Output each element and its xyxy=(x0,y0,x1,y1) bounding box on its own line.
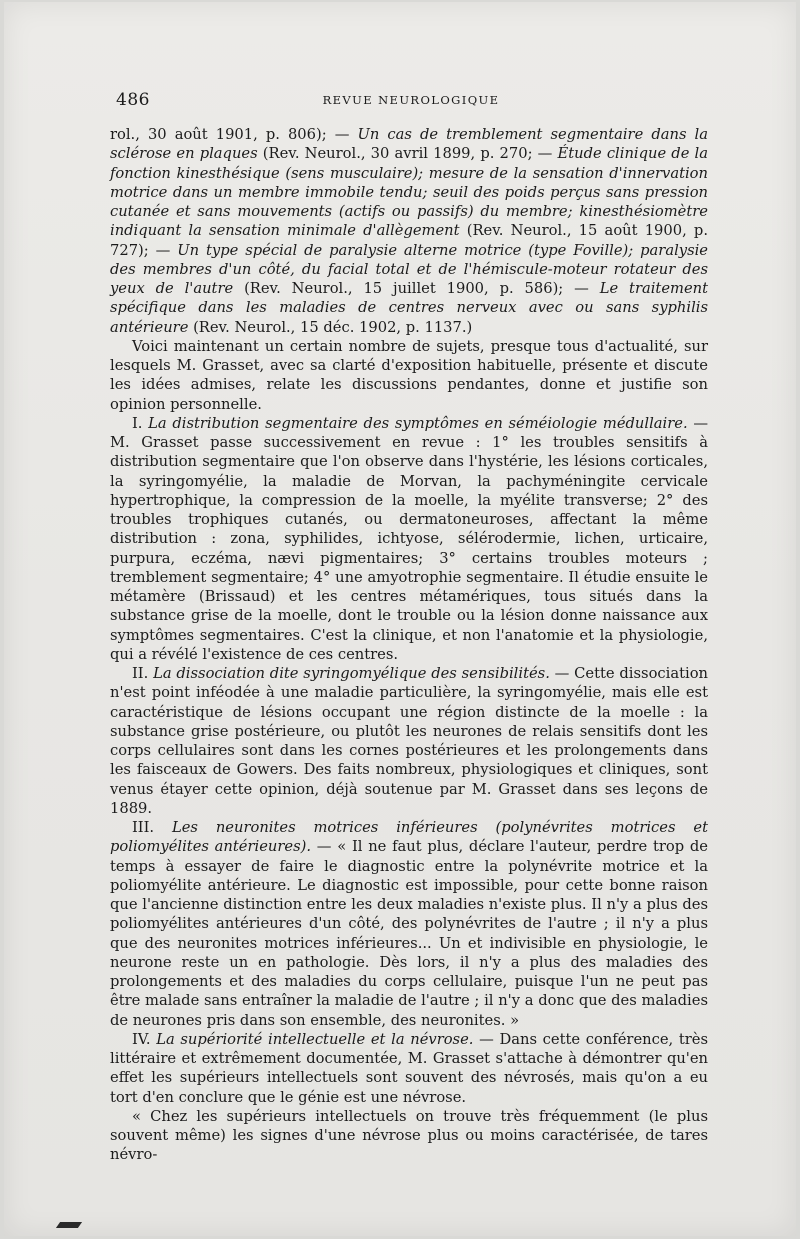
running-title: REVUE NEUROLOGIQUE xyxy=(322,93,500,107)
body-text xyxy=(110,125,708,1165)
section-3-number: III. xyxy=(132,819,172,836)
ref-title-1: Un cas de tremblement segmentaire dans la sclérose en plaques xyxy=(110,126,708,163)
section-2-text: — Cette dissociation n'est point inféodée à une maladie particulière, la syringomyélie, mais elle est caractéristique de lésions occupant une région distincte de la moelle : la substance grise postérieure, ou plutôt les neurones de relais sensitifs dont les corps cellulaires sont dans les cornes postérieures et les prolongements dans les faisceaux de Gowers. Des faits nombreux, physiologiques et cliniques, sont venus étayer cette opinion, déjà soutenue par M. Grasset dans ses leçons de 1889. xyxy=(110,665,708,817)
section-4 xyxy=(110,1030,708,1107)
section-1-heading: La distribution segmentaire des symptômes en séméiologie médullaire. xyxy=(148,414,688,432)
section-1-number: I. xyxy=(132,414,149,432)
section-4-heading: La supériorité intellectuelle et la névrose. xyxy=(156,1030,474,1048)
ref-text-2: (Rev. Neurol., 30 avril 1899, p. 270; — xyxy=(257,145,558,163)
ref-title-4: Le traitement spécifique dans les maladies de centres nerveux avec ou sans syphilis antérieure xyxy=(110,280,709,336)
paragraph-quote: « Chez les supérieurs intellectuels on trouve très fréquemment (le plus souvent même) les signes d'une névrose plus ou moins caractérisée, de tares névro- xyxy=(110,1107,708,1164)
scanned-page xyxy=(4,2,796,1236)
section-3-text: — « Il ne faut plus, déclare l'auteur, perdre trop de temps à essayer de faire le diagnostic entre la polynévrite motrice et la poliomyélite antérieure. Le diagnostic est impossible, pour cette bonne raison que l'ancienne distinction entre les deux maladies n'existe plus. Il n'y a plus des poliomyélites antérieures d'un côté, des polynévrites de l'autre ; il n'y a plus que des neuronites motrices inférieures... Un et indivisible en physiologie, le neurone reste un en pathologie. Dès lors, il n'y a plus des maladies des prolongements et des maladies du corps cellulaire, puisque l'un ne peut pas être malade sans entraîner la maladie de l'autre ; il n'y a donc que des maladies de neurones pris dans son ensemble, des neuronites. » xyxy=(110,838,708,1029)
section-2-heading: La dissociation dite syringomyélique des sensibilités. xyxy=(153,665,550,682)
section-4-text: — Dans cette conférence, très littéraire et extrêmement documentée, M. Grasset s'attache à démontrer qu'en effet les supérieurs intellectuels sont souvent des névrosés, mais qu'on a eu tort d'en conclure que le génie est une névrose. xyxy=(110,1030,708,1106)
paragraph-intro: Voici maintenant un certain nombre de sujets, presque tous d'actualité, sur lesquels M. Grasset, avec sa clarté d'exposition habituelle, présente et discute les idées admises, relate les discussions pendantes, donne et justifie son opinion personnelle. xyxy=(110,337,708,413)
ref-title-3: Un type spécial de paralysie alterne motrice (type Foville); paralysie des membres d'un côté, du facial total et de l'hémiscule-moteur rotateur des yeux de l'autre xyxy=(110,241,708,297)
ref-text-5: (Rev. Neurol., 15 déc. 1902, p. 1137.) xyxy=(188,318,473,336)
ref-text-4: (Rev. Neurol., 15 juillet 1900, p. 586); — xyxy=(233,280,600,297)
scan-artifact xyxy=(56,1222,82,1228)
paragraph-references xyxy=(110,125,708,337)
ref-title-2: Étude clinique de la fonction kinesthésique (sens musculaire); mesure de la sensation d'innervation motrice dans un membre immobile tendu; seuil des poids perçus sans pression cutanée et sans mouvements (actifs ou passifs) du membre; kinesthésiomètre indiquant la sensation minimale d'allègement xyxy=(110,145,708,240)
section-3-heading: Les neuronites motrices inférieures (polynévrites motrices et poliomyélites antérieures). xyxy=(110,819,708,856)
section-2 xyxy=(110,664,708,818)
section-4-number: IV. xyxy=(132,1030,157,1048)
section-2-number: II. xyxy=(132,665,154,682)
page-header xyxy=(116,90,706,110)
ref-text-1: rol., 30 août 1901, p. 806); — xyxy=(110,126,358,143)
section-1-text: — M. Grasset passe successivement en revue : 1° les troubles sensitifs à distribution segmentaire que l'on observe dans l'hystérie, les lésions corticales, la syringomyélie, la maladie de Morvan, la pachyméningite cervicale hypertrophique, la compression de la moelle, la myélite transverse; 2° des troubles trophiques cutanés, ou dermatoneuroses, affectant la même distribution : zona, syphilides, ichtyose, sélérodermie, lichen, urticaire, purpura, eczéma, nævi pigmentaires; 3° certains troubles moteurs ; tremblement segmentaire; 4° une amyotrophie segmentaire. Il étudie ensuite le métamère (Brissaud) et les centres métamériques, tous situés dans la substance grise de la moelle, dont le trouble ou la lésion donne naissance aux symptômes segmentaires. C'est la clinique, et non l'anatomie et la physiologie, qui a révélé l'existence de ces centres. xyxy=(110,414,709,663)
section-1 xyxy=(110,414,708,664)
section-3 xyxy=(110,818,708,1030)
page-number: 486 xyxy=(116,90,150,110)
ref-text-3: (Rev. Neurol., 15 août 1900, p. 727); — xyxy=(110,222,709,259)
